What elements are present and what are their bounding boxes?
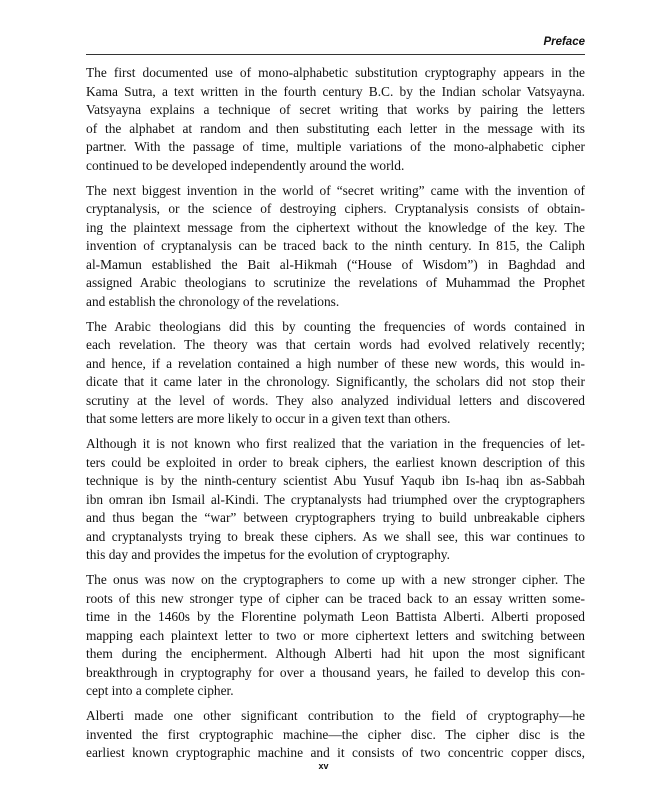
text-line: invention of cryptanalysis can be traced back to the ninth century. In 815, the Caliph — [86, 238, 585, 253]
text-line: and establish the chronology of the revelations. — [86, 293, 340, 309]
text-line: dicate that it came later in the chronology. Significantly, the scholars did not stop their — [86, 374, 585, 389]
text-line: Vatsyayna explains a technique of secret writing that works by pairing the letters — [86, 102, 585, 117]
text-line: and cryptanalysts trying to break these ciphers. As we shall see, this war continues to — [86, 528, 585, 544]
text-line: each revelation. The theory was that certain words had evolved relatively recently; — [86, 337, 585, 352]
text-line: ibn omran ibn Ismail al-Kindi. The cryptanalysts had triumphed over the cryptographers — [86, 491, 585, 507]
paragraph — [86, 707, 585, 763]
text-line: Alberti made one other significant contribution to the field of cryptography—he — [86, 708, 585, 723]
running-head: Preface — [543, 36, 585, 48]
paragraph — [86, 64, 585, 175]
text-line: cept into a complete cipher. — [86, 683, 234, 698]
text-line: them during the encipherment. Although Alberti had hit upon the most significant — [86, 646, 585, 661]
text-line: assigned Arabic theologians to scrutinize the revelations of Muhammad the Prophet — [86, 275, 585, 290]
paragraph — [86, 571, 585, 701]
text-line: mapping each plaintext letter to two or more ciphertext letters and switching between — [86, 627, 585, 643]
paragraph — [86, 318, 585, 429]
text-line: cryptanalysis, or the science of destroying ciphers. Cryptanalysis consists of obtain- — [86, 201, 585, 216]
text-line: The next biggest invention in the world of “secret writing” came with the invention of — [86, 182, 585, 198]
text-line: roots of this new stronger type of cipher can be traced back to an essay written some- — [86, 590, 585, 606]
text-line: partner. With the passage of time, multiple variations of the mono-alphabetic cipher — [86, 139, 585, 154]
text-line: The onus was now on the cryptographers to come up with a new stronger cipher. The — [86, 572, 585, 587]
paragraph — [86, 435, 585, 565]
text-line: ing the plaintext message from the ciphertext without the knowledge of the key. The — [86, 219, 585, 235]
body-text — [86, 64, 585, 769]
text-line: this day and provides the impetus for the evolution of cryptography. — [86, 547, 450, 562]
text-line: breakthrough in cryptography for over a thousand years, he failed to develop this con- — [86, 664, 585, 680]
text-line: scrutiny at the level of words. They also analyzed individual letters and discovered — [86, 392, 585, 408]
text-line: of the alphabet at random and then substituting each letter in the message with its — [86, 120, 585, 136]
text-line: The Arabic theologians did this by counting the frequencies of words contained in — [86, 318, 585, 334]
text-line: Although it is not known who first realized that the variation in the frequencies of let- — [86, 436, 585, 451]
text-line: al-Mamun established the Bait al-Hikmah (“House of Wisdom”) in Baghdad and — [86, 256, 585, 272]
text-line: and thus began the “war” between cryptographers trying to build unbreakable ciphers — [86, 510, 585, 525]
page-number: xv — [318, 761, 329, 771]
text-line: technique is by the ninth-century scientist Abu Yusuf Yaqub ibn Is-haq ibn as-Sabbah — [86, 473, 585, 488]
text-line: that some letters are more likely to occur in a given text than others. — [86, 411, 451, 426]
text-line: time in the 1460s by the Florentine polymath Leon Battista Alberti. Alberti proposed — [86, 609, 585, 624]
text-line: invented the first cryptographic machine—the cipher disc. The cipher disc is the — [86, 726, 585, 742]
text-line: continued to be developed independently around the world. — [86, 157, 405, 173]
text-line: earliest known cryptographic machine and it consists of two concentric copper discs, — [86, 745, 585, 760]
text-line: ters could be exploited in order to break ciphers, the earliest known description of this — [86, 454, 585, 470]
paragraph — [86, 182, 585, 312]
text-line: and hence, if a revelation contained a high number of these new words, this would in- — [86, 355, 585, 371]
text-line: The first documented use of mono-alphabetic substitution cryptography appears in the — [86, 65, 585, 80]
header-rule — [86, 54, 585, 55]
text-line: Kama Sutra, a text written in the fourth century B.C. by the Indian scholar Vatsyayna. — [86, 83, 585, 99]
